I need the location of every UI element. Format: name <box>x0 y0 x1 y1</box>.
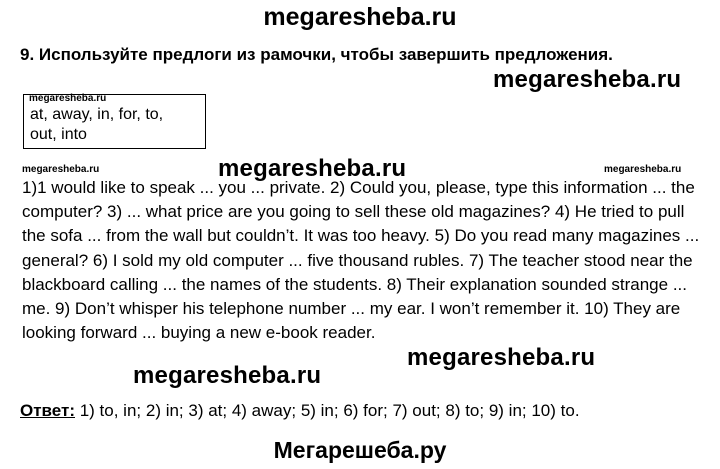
site-footer: Мегарешеба.ру <box>273 437 447 463</box>
watermark: megaresheba.ru <box>493 66 682 93</box>
watermark-small: megaresheba.ru <box>604 164 682 175</box>
watermark-small: megaresheba.ru <box>22 164 100 175</box>
exercise-text: 1)1 would like to speak ... you ... private. 2) Could you, please, type this information ... the computer? 3) ... what price are you going to sell these old magazines? 4) He tried to pull the sofa ... from the wall but couldn’t. It was too heavy. 5) Do you read many magazines ... general? 6) I sold my old computer ... five thousand rubles. 7) The teacher stood near the blackboard calling ... the names of the students. 8) Their explanation sounded strange ... me. 9) Don’t whisper his telephone number ... my ear. I won’t remember it. 10) They are looking forward ... buying a new e-book reader. <box>22 178 700 343</box>
site-header: megaresheba.ru <box>263 3 457 31</box>
preposition-box <box>23 94 206 149</box>
answer-label: Ответ: <box>20 401 75 420</box>
watermark: megaresheba.ru <box>218 155 407 182</box>
watermark: megaresheba.ru <box>407 344 596 371</box>
preposition-list <box>30 105 200 145</box>
task-title: 9. Используйте предлоги из рамочки, чтобы завершить предложения. <box>20 45 613 64</box>
answer <box>20 400 580 422</box>
watermark: megaresheba.ru <box>133 362 322 389</box>
answer-text: 1) to, in; 2) in; 3) at; 4) away; 5) in; 6) for; 7) out; 8) to; 9) in; 10) to. <box>75 401 580 420</box>
preposition-line-1: at, away, in, for, to, <box>30 106 164 123</box>
watermark-small: megaresheba.ru <box>29 93 107 104</box>
preposition-line-2: out, into <box>30 126 87 143</box>
